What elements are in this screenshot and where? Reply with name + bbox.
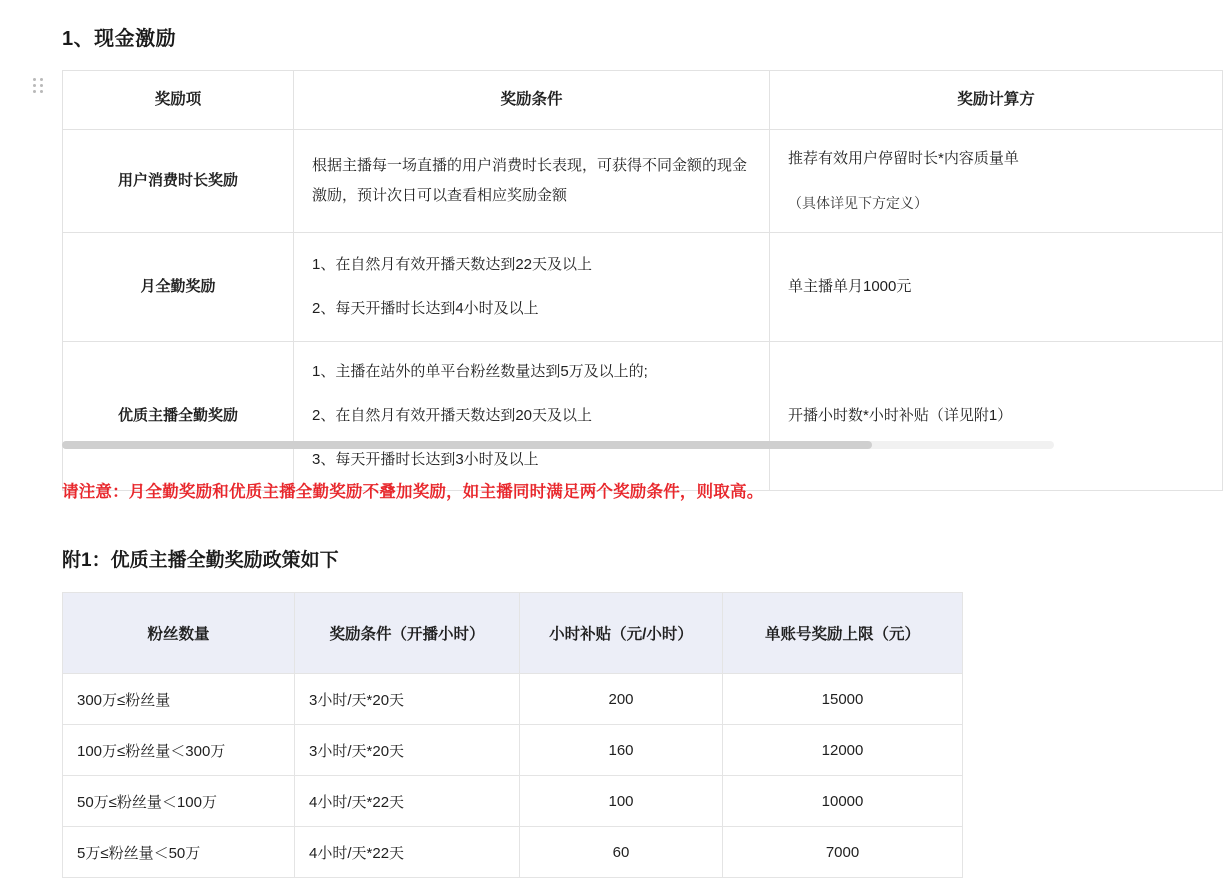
incentive-table-container[interactable]	[62, 70, 1054, 468]
condition-line: 3、每天开播时长达到3小时及以上	[312, 451, 539, 468]
reward-condition-cell	[294, 342, 770, 491]
table-row	[63, 725, 963, 776]
table-header-cell: 小时补贴（元/小时）	[520, 593, 723, 674]
fans-count-cell: 100万≤粉丝量＜300万	[63, 725, 295, 776]
condition-line: 根据主播每一场直播的用户消费时长表现，可获得不同金额的现金激励，预计次日可以查看相应奖励金额	[312, 157, 748, 204]
calc-line: 推荐有效用户停留时长*内容质量单	[788, 150, 1019, 167]
fans-count-cell: 300万≤粉丝量	[63, 674, 295, 725]
calc-note: （具体详见下方定义）	[788, 195, 928, 211]
table-row	[63, 233, 1223, 342]
reward-item-cell: 用户消费时长奖励	[63, 130, 294, 233]
reward-item-cell: 优质主播全勤奖励	[63, 342, 294, 491]
reward-calc-cell	[770, 342, 1223, 491]
calc-line: 开播小时数*小时补贴（详见附1）	[788, 407, 1013, 424]
horizontal-scrollbar-track[interactable]	[62, 441, 1054, 449]
table-header-row	[63, 71, 1223, 130]
condition-cell: 4小时/天*22天	[295, 776, 520, 827]
horizontal-scrollbar-thumb[interactable]	[62, 441, 872, 449]
reward-calc-cell	[770, 233, 1223, 342]
table-header-cell: 粉丝数量	[63, 593, 295, 674]
reward-item-cell: 月全勤奖励	[63, 233, 294, 342]
fans-count-cell: 5万≤粉丝量＜50万	[63, 827, 295, 878]
table-header-cell: 奖励项	[63, 71, 294, 130]
appendix-table-container	[62, 592, 962, 878]
table-header-cell: 奖励条件（开播小时）	[295, 593, 520, 674]
reward-cap-cell: 7000	[723, 827, 963, 878]
reward-condition-cell	[294, 130, 770, 233]
hourly-subsidy-cell: 60	[520, 827, 723, 878]
table-row	[63, 674, 963, 725]
fans-count-cell: 50万≤粉丝量＜100万	[63, 776, 295, 827]
table-header-row	[63, 593, 963, 674]
hourly-subsidy-cell: 100	[520, 776, 723, 827]
condition-cell: 3小时/天*20天	[295, 674, 520, 725]
table-row	[63, 776, 963, 827]
reward-calc-cell	[770, 130, 1223, 233]
condition-line: 2、每天开播时长达到4小时及以上	[312, 300, 539, 317]
warning-notice: 请注意：月全勤奖励和优质主播全勤奖励不叠加奖励，如主播同时满足两个奖励条件，则取高。	[62, 483, 764, 501]
table-header-cell: 单账号奖励上限（元）	[723, 593, 963, 674]
calc-line: 单主播单月1000元	[788, 278, 912, 295]
reward-cap-cell: 12000	[723, 725, 963, 776]
table-row	[63, 342, 1223, 491]
condition-cell: 3小时/天*20天	[295, 725, 520, 776]
condition-cell: 4小时/天*22天	[295, 827, 520, 878]
condition-line: 2、在自然月有效开播天数达到20天及以上	[312, 407, 593, 424]
hourly-subsidy-cell: 160	[520, 725, 723, 776]
reward-cap-cell: 15000	[723, 674, 963, 725]
condition-line: 1、在自然月有效开播天数达到22天及以上	[312, 256, 593, 273]
reward-condition-cell	[294, 233, 770, 342]
table-row	[63, 130, 1223, 233]
appendix-title: 附1：优质主播全勤奖励政策如下	[62, 550, 339, 571]
appendix-table	[62, 592, 963, 878]
drag-handle-icon[interactable]	[33, 78, 43, 94]
table-header-cell: 奖励条件	[294, 71, 770, 130]
table-row	[63, 827, 963, 878]
hourly-subsidy-cell: 200	[520, 674, 723, 725]
reward-cap-cell: 10000	[723, 776, 963, 827]
page-title: 1、现金激励	[62, 28, 177, 50]
incentive-table	[62, 70, 1223, 491]
table-header-cell: 奖励计算方	[770, 71, 1223, 130]
condition-line: 1、主播在站外的单平台粉丝数量达到5万及以上的;	[312, 363, 648, 380]
